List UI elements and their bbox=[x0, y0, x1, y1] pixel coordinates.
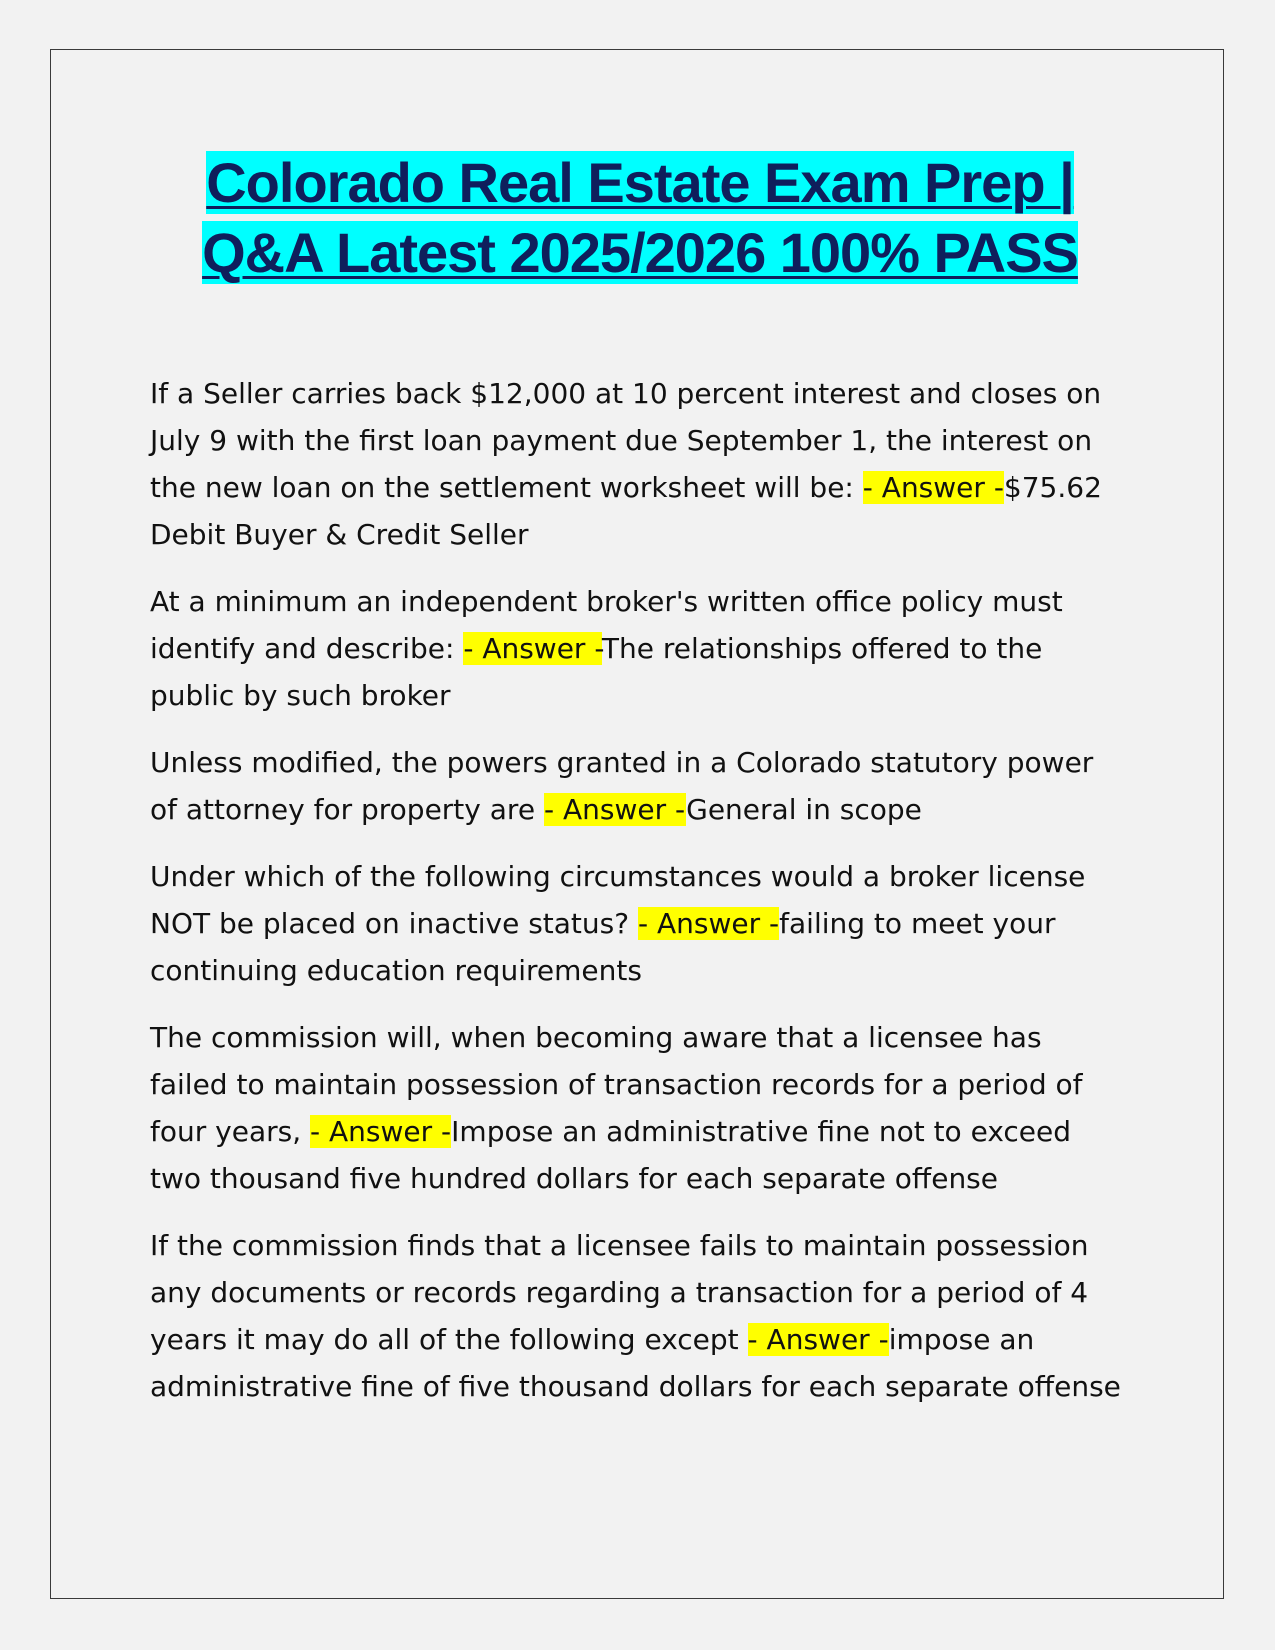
question-text: Under which of the following circumstances would a broker license NOT be placed on inactive status? bbox=[150, 860, 1086, 940]
qa-item bbox=[150, 1014, 1125, 1202]
answer-marker: - Answer - bbox=[638, 907, 780, 940]
question-text: If a Seller carries back $12,000 at 10 percent interest and closes on July 9 with the first loan payment due September 1, the interest on the new loan on the settlement worksheet will be: bbox=[150, 377, 1102, 504]
question-text: The commission will, when becoming aware that a licensee has failed to maintain possession of transaction records for a period of four years, bbox=[150, 1021, 1083, 1148]
question-text: Unless modified, the powers granted in a Colorado statutory power of attorney for property are bbox=[150, 746, 1094, 826]
answer-text: The relationships offered to the public by such broker bbox=[150, 632, 1043, 712]
question-text: At a minimum an independent broker's written office policy must identify and describe: bbox=[150, 585, 1063, 665]
answer-text: impose an administrative fine of five thousand dollars for each separate offense bbox=[150, 1323, 1121, 1403]
qa-item bbox=[150, 370, 1125, 558]
answer-marker: - Answer - bbox=[862, 471, 1004, 504]
qa-item bbox=[150, 578, 1125, 719]
answer-text: failing to meet your continuing education requirements bbox=[150, 907, 1056, 987]
qa-item bbox=[150, 1222, 1125, 1410]
answer-text: General in scope bbox=[686, 793, 922, 826]
question-text: If the commission finds that a licensee fails to maintain possession any documents or records regarding a transaction for a period of 4 years it may do all of the following except bbox=[150, 1229, 1089, 1356]
title-line-2: Q&A Latest 2025/2026 100% PASS bbox=[202, 221, 1078, 284]
qa-item bbox=[150, 853, 1125, 994]
answer-marker: - Answer - bbox=[310, 1115, 452, 1148]
answer-marker: - Answer - bbox=[747, 1323, 889, 1356]
answer-marker: - Answer - bbox=[463, 632, 602, 665]
answer-text: Impose an administrative fine not to exceed two thousand five hundred dollars for each separate offense bbox=[150, 1115, 1072, 1195]
answer-marker: - Answer - bbox=[543, 793, 687, 826]
qa-item bbox=[150, 739, 1125, 833]
qa-list bbox=[150, 370, 1125, 1430]
answer-text: $75.62 Debit Buyer & Credit Seller bbox=[150, 471, 1102, 551]
document-title bbox=[150, 148, 1130, 288]
title-line-1: Colorado Real Estate Exam Prep | bbox=[206, 151, 1074, 214]
